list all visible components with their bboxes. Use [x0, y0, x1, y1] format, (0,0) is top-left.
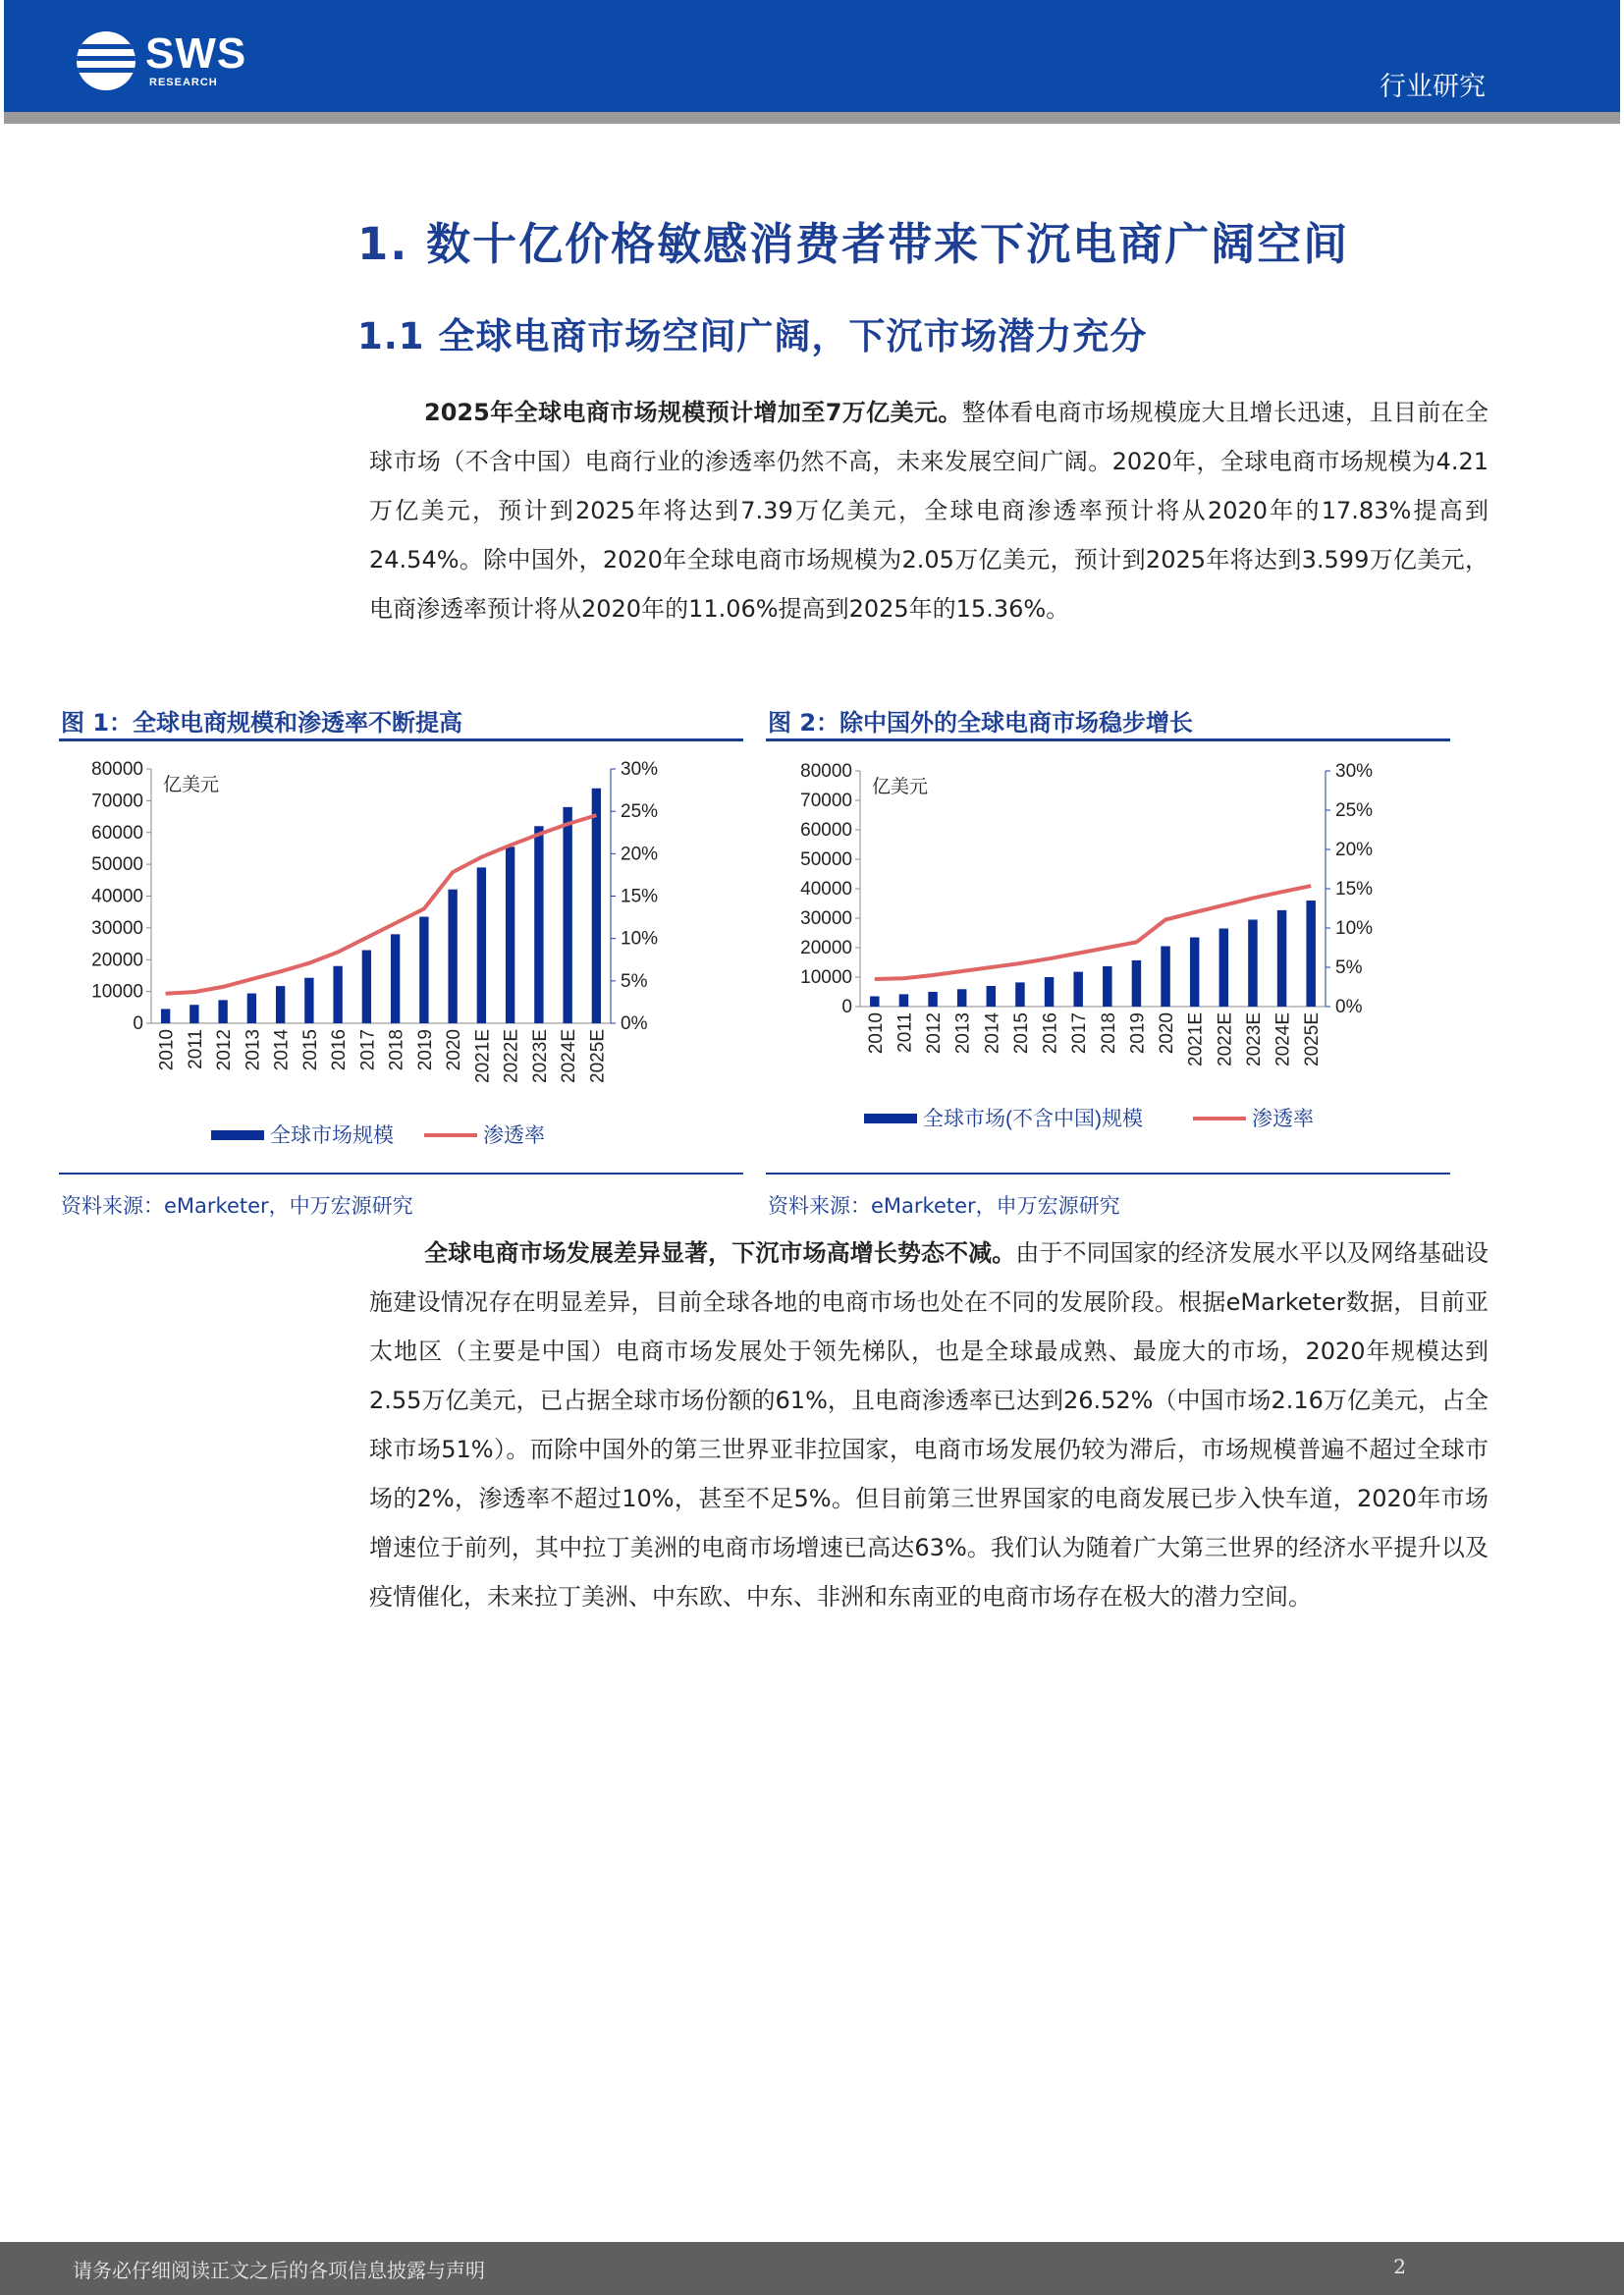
y2-tick-label: 5% [1335, 957, 1363, 978]
bar-2018 [1103, 966, 1111, 1007]
bar-2025E [592, 789, 601, 1023]
bar-2021E [1190, 938, 1199, 1008]
y2-tick-label: 15% [1335, 879, 1374, 900]
report-header [4, 0, 1620, 112]
x-tick-label-2024E: 2024E [1272, 1012, 1294, 1066]
bar-2012 [218, 1000, 227, 1023]
x-tick-label-2015: 2015 [299, 1029, 321, 1071]
legend-bar-label: 全球市场(不含中国)规模 [923, 1108, 1143, 1130]
figure-1-chart [59, 744, 743, 1167]
penetration-rate-line [166, 815, 597, 994]
penetration-rate-line [875, 886, 1311, 979]
y-tick-label: 60000 [800, 820, 852, 841]
x-tick-label-2019: 2019 [414, 1029, 436, 1071]
x-tick-label-2011: 2011 [185, 1029, 206, 1069]
bar-2014 [276, 986, 285, 1023]
bar-2013 [247, 994, 256, 1023]
bar-2017 [362, 951, 371, 1023]
y-tick-label: 40000 [91, 886, 143, 907]
figure-1-source: 资料来源：eMarketer，中万宏源研究 [61, 1194, 413, 1218]
x-tick-label-2014: 2014 [271, 1029, 293, 1071]
bar-2020 [448, 890, 457, 1023]
bar-2024E [563, 807, 571, 1023]
unit-label: 亿美元 [872, 777, 929, 797]
x-tick-label-2025E: 2025E [1302, 1012, 1324, 1066]
figure-1-title: 图 1：全球电商规模和渗透率不断提高 [61, 709, 463, 737]
y2-tick-label: 0% [1335, 997, 1363, 1017]
x-tick-label-2016: 2016 [329, 1029, 351, 1071]
x-tick-label-2025E: 2025E [587, 1029, 609, 1083]
x-tick-label-2013: 2013 [243, 1029, 264, 1071]
legend-line-label: 渗透率 [1252, 1108, 1314, 1130]
bar-2019 [1132, 960, 1141, 1007]
legend-bar-swatch [864, 1114, 917, 1123]
page-footer [0, 2242, 1624, 2295]
y2-tick-label: 20% [1335, 840, 1374, 860]
y-tick-label: 70000 [91, 791, 143, 812]
bar-2015 [1015, 982, 1024, 1007]
y-tick-label: 0 [133, 1013, 143, 1034]
x-tick-label-2015: 2015 [1010, 1012, 1032, 1055]
y-tick-label: 30000 [91, 917, 143, 939]
y-tick-label: 50000 [91, 854, 143, 876]
x-tick-label-2016: 2016 [1040, 1012, 1061, 1055]
y-tick-label: 10000 [91, 981, 143, 1003]
logo-emblem-icon [77, 31, 135, 90]
x-tick-label-2021E: 2021E [1185, 1012, 1207, 1066]
y2-tick-label: 0% [621, 1013, 648, 1034]
bar-2021E [477, 867, 486, 1023]
bar-2011 [189, 1005, 198, 1023]
x-tick-label-2013: 2013 [952, 1012, 974, 1055]
logo-text: SWS [145, 29, 247, 78]
y-tick-label: 0 [841, 997, 852, 1017]
y-tick-label: 70000 [800, 791, 852, 811]
x-tick-label-2022E: 2022E [501, 1029, 522, 1083]
x-tick-label-2010: 2010 [865, 1012, 887, 1055]
bar-2016 [1045, 977, 1054, 1007]
paragraph-body: 由于不同国家的经济发展水平以及网络基础设施建设情况存在明显差异，目前全球各地的电商市场也处在不同的发展阶段。根据eMarketer数据，目前亚太地区（主要是中国）电商市场发展处于领先梯队，也是全球最成熟、最庞大的市场，2020年规模达到2.55万亿美元，已占据全球市场份额的61%，且电商渗透率已达到26.52%（中国市场2.16万亿美元，占全球市场51%）。而除中国外的第三世界亚非拉国家，电商市场发展仍较为滞后，市场规模普遍不超过全球市场的2%，渗透率不超过10%，甚至不足5%。但目前第三世界国家的电商发展已步入快车道，2020年市场增速位于前列，其中拉丁美洲的电商市场增速已高达63%。我们认为随着广大第三世界的经济水平提升以及疫情催化，未来拉丁美洲、中东欧、中东、非洲和东南亚的电商市场存在极大的潜力空间。 [369, 1239, 1489, 1611]
y2-tick-label: 20% [621, 844, 659, 865]
bar-2011 [899, 994, 908, 1007]
bar-2022E [506, 847, 514, 1023]
x-tick-label-2024E: 2024E [559, 1029, 580, 1083]
bar-2025E [1306, 901, 1315, 1007]
bar-2013 [957, 989, 966, 1007]
x-tick-label-2010: 2010 [156, 1029, 178, 1071]
y2-tick-label: 10% [621, 928, 659, 950]
y-tick-label: 80000 [800, 761, 852, 782]
bar-2012 [928, 992, 937, 1007]
figure-2-title: 图 2：除中国外的全球电商市场稳步增长 [768, 709, 1194, 737]
bar-2023E [1248, 920, 1257, 1008]
x-tick-label-2023E: 2023E [529, 1029, 551, 1083]
x-tick-label-2018: 2018 [1098, 1012, 1119, 1055]
y-tick-label: 50000 [800, 849, 852, 870]
bar-2014 [987, 986, 996, 1007]
subsection-heading: 1.1 全球电商市场空间广阔，下沉市场潜力充分 [357, 315, 1148, 357]
y2-tick-label: 25% [1335, 800, 1374, 821]
y2-tick-label: 15% [621, 886, 659, 907]
bar-2016 [333, 966, 342, 1023]
legend-bar-label: 全球市场规模 [270, 1124, 394, 1147]
footer-disclaimer: 请务必仔细阅读正文之后的各项信息披露与声明 [73, 2259, 485, 2282]
y-tick-label: 60000 [91, 822, 143, 844]
bar-2024E [1277, 910, 1286, 1007]
report-category: 行业研究 [1380, 72, 1486, 102]
paragraph-lead: 全球电商市场发展差异显著，下沉市场高增长势态不减。 [424, 1239, 1016, 1267]
header-divider [4, 112, 1620, 124]
y2-tick-label: 30% [621, 759, 659, 780]
figure-2-top-rule [766, 738, 1450, 741]
bar-2010 [870, 997, 879, 1008]
x-tick-label-2018: 2018 [386, 1029, 407, 1071]
bar-2010 [161, 1009, 170, 1023]
paragraph-lead: 2025年全球电商市场规模预计增加至7万亿美元。 [424, 399, 962, 426]
figure-1-bottom-rule [59, 1173, 743, 1175]
x-tick-label-2023E: 2023E [1243, 1012, 1265, 1066]
x-tick-label-2020: 2020 [444, 1029, 465, 1071]
paragraph-body: 整体看电商市场规模庞大且增长迅速，且目前在全球市场（不含中国）电商行业的渗透率仍然不高，未来发展空间广阔。2020年，全球电商市场规模为4.21万亿美元，预计到2025年将达到7.39万亿美元，全球电商渗透率预计将从2020年的17.83%提高到24.54%。除中国外，2020年全球电商市场规模为2.05万亿美元，预计到2025年将达到3.599万亿美元，电商渗透率预计将从2020年的11.06%提高到2025年的15.36%。 [369, 399, 1489, 623]
bar-2019 [419, 917, 428, 1023]
y2-tick-label: 5% [621, 970, 648, 992]
y-tick-label: 10000 [800, 967, 852, 988]
y-tick-label: 20000 [800, 938, 852, 958]
unit-label: 亿美元 [163, 775, 220, 795]
figure-1-top-rule [59, 738, 743, 741]
x-tick-label-2017: 2017 [1069, 1012, 1091, 1055]
logo-subtext: RESEARCH [149, 77, 218, 88]
figure-2-source: 资料来源：eMarketer，申万宏源研究 [768, 1194, 1120, 1218]
y2-tick-label: 30% [1335, 761, 1374, 782]
x-tick-label-2019: 2019 [1127, 1012, 1149, 1055]
y-tick-label: 30000 [800, 908, 852, 929]
legend-bar-swatch [211, 1130, 264, 1140]
x-tick-label-2012: 2012 [924, 1012, 946, 1055]
x-tick-label-2020: 2020 [1157, 1012, 1178, 1055]
bar-2020 [1161, 947, 1169, 1008]
y-tick-label: 40000 [800, 879, 852, 900]
x-tick-label-2021E: 2021E [472, 1029, 494, 1083]
page-number: 2 [1393, 2255, 1406, 2278]
x-tick-label-2017: 2017 [357, 1029, 379, 1071]
figure-2-chart [766, 744, 1450, 1167]
y-tick-label: 20000 [91, 950, 143, 971]
section-heading: 1. 数十亿价格敏感消费者带来下沉电商广阔空间 [357, 218, 1350, 270]
figure-2-bottom-rule [766, 1173, 1450, 1175]
x-tick-label-2014: 2014 [982, 1012, 1003, 1055]
bar-2015 [304, 978, 313, 1023]
bar-2017 [1073, 972, 1082, 1007]
y2-tick-label: 25% [621, 801, 659, 823]
x-tick-label-2011: 2011 [894, 1012, 916, 1053]
y2-tick-label: 10% [1335, 918, 1374, 939]
paragraph-intro [369, 388, 1489, 633]
bar-2023E [534, 826, 543, 1023]
sws-logo [77, 31, 263, 92]
legend-line-label: 渗透率 [483, 1124, 545, 1147]
paragraph-market-differences [369, 1229, 1489, 1621]
bar-2018 [391, 934, 400, 1023]
bar-2022E [1219, 929, 1228, 1008]
x-tick-label-2012: 2012 [214, 1029, 236, 1071]
y-tick-label: 80000 [91, 759, 143, 780]
x-tick-label-2022E: 2022E [1215, 1012, 1236, 1066]
